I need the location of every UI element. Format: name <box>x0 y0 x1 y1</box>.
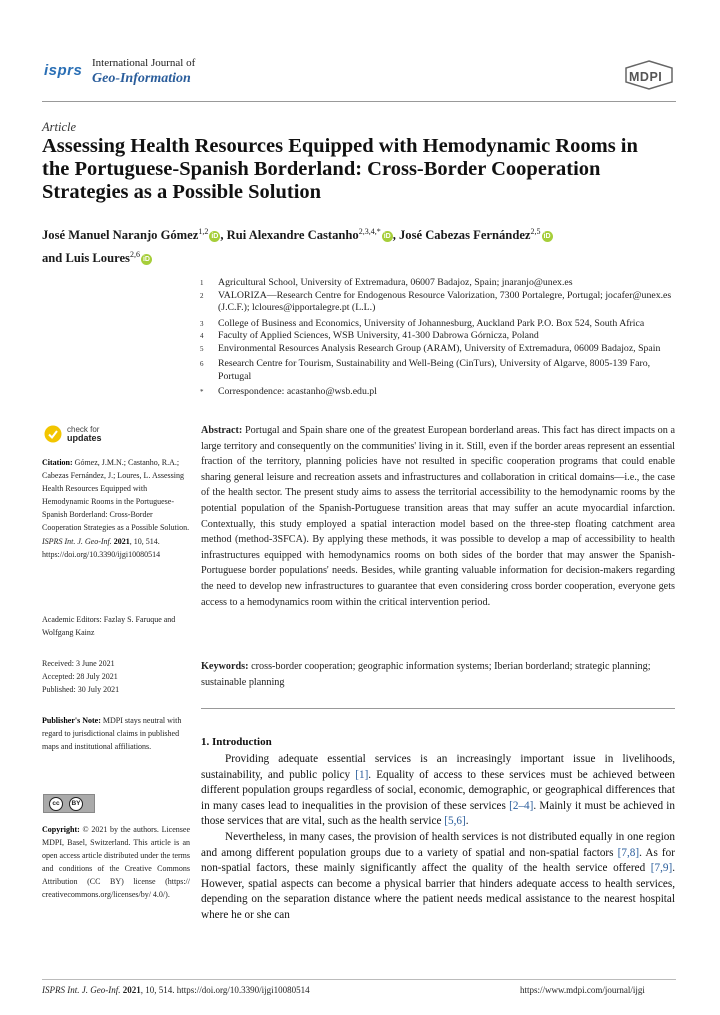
citation-block <box>42 456 190 561</box>
publication-dates <box>42 657 190 696</box>
author-name: José Cabezas Fernández <box>398 228 531 243</box>
check-updates-line1: check for <box>67 425 100 434</box>
cc-by-license-badge[interactable] <box>43 794 95 813</box>
cc-icon: cc <box>49 797 63 811</box>
by-icon: BY <box>69 797 83 811</box>
affiliation-number: 1 <box>200 279 204 287</box>
affiliation-text: Environmental Resources Analysis Research Group (ARAM), University of Extremadura, 06009 Badajoz, Spain <box>218 342 661 354</box>
affiliation-number: 2 <box>200 291 204 300</box>
body-text: Providing adequate essential services is an increasingly important issue in livelihoods, sustainability, and public policy <box>201 753 675 781</box>
footer-year: 2021 <box>122 985 141 995</box>
affiliation-item <box>200 330 680 343</box>
affiliation-number: 4 <box>200 332 204 340</box>
body-text: Nevertheless, in many cases, the provision of health services is not distributed equally in one region and among different population groups due to a variety of spatial and non-spatial factors <box>201 830 675 859</box>
paper-title: Assessing Health Resources Equipped with Hemodynamic Rooms in the Portuguese-Spanish Borderland: Cross-Border Cooperation Strategies as a Possible Solution <box>42 135 638 203</box>
orcid-icon[interactable]: iD <box>543 232 551 240</box>
affiliation-number: * <box>200 388 204 396</box>
citation-link[interactable]: [5,6] <box>444 815 466 828</box>
copyright-label: Copyright: <box>42 825 80 834</box>
affiliation-list <box>200 277 680 399</box>
check-for-updates-button[interactable] <box>44 425 102 443</box>
citation-link[interactable]: [7,8] <box>617 846 640 859</box>
affiliation-number: 3 <box>200 319 204 328</box>
affiliation-item <box>200 343 680 356</box>
affiliation-item <box>200 290 680 315</box>
author-list <box>42 222 642 268</box>
footer-divider <box>42 979 676 980</box>
citation-text: Gómez, J.M.N.; Castanho, R.A.; Cabezas Fernández, J.; Loures, L. Assessing Health Resources Equipped with Hemodynamic Rooms in the Portuguese-Spanish Borderland: Cross-Border Cooperation Strategies as a Possible Solution. <box>42 458 190 533</box>
author-name: and Luis Loures <box>42 251 130 266</box>
affiliation-text: College of Business and Economics, University of Johannesburg, Auckland Park P.O. Box 524, South Africa <box>218 317 645 329</box>
citation-year: 2021 <box>113 536 130 546</box>
author-name: José Manuel Naranjo Gómez <box>42 228 199 243</box>
affiliation-item <box>200 358 680 383</box>
section-divider <box>201 708 675 709</box>
footer-doi[interactable]: , 10, 514. https://doi.org/10.3390/ijgi10080514 <box>140 985 310 995</box>
article-type: Article <box>42 120 77 134</box>
author-affil-marker: 2,3,4,* <box>358 227 381 236</box>
footer-journal-url[interactable]: https://www.mdpi.com/journal/ijgi <box>520 985 645 995</box>
intro-paragraph-2 <box>201 830 675 924</box>
abstract <box>201 423 675 610</box>
affiliation-text: Research Centre for Tourism, Sustainability and Well-Being (CinTurs), University of Algarve, 8005-139 Faro, Portugal <box>218 358 651 382</box>
abstract-text: Portugal and Spain share one of the greatest European borderland areas. This fact has direct impacts on a large territory and consequently on the communities' living in it. Still, even if the border areas represent an essential fraction of the territory, planning policies have not resulted in specific cooperation programs that could enable sharing general leisure and recreation assets and infrastructures and collaboration in critical domains—i.e., the case of the health sector. The present study aims to assess the territorial accessibility to the hemodynamic rooms by the potential population of the Spanish-Portuguese transition areas that may suffer an acute myocardial infarction. Contextually, this study employed a spatial interaction model based on the three-step floating catchment area method (method-3SFCA). By applying these methods, it was possible to develop a map of accessibility to health infrastructures equipped with hemodynamics rooms on both sides of the border that may answer the Spanish-Portuguese border populations' needs. Besides, while granting valuable information for decision-makers regarding the need to develop new infrastructures to guarantee that even considering cross border cooperation, everyone gets access to a hemodynamics room within the critical intervention period. <box>201 425 676 608</box>
orcid-icon[interactable]: iD <box>142 255 150 263</box>
check-updates-text <box>67 425 102 443</box>
citation-journal: ISPRS Int. J. Geo-Inf. <box>42 536 112 546</box>
affiliation-text: Faculty of Applied Sciences, WSB University, 41-300 Dabrowa Górnicza, Poland <box>218 330 539 341</box>
affiliation-number: 5 <box>200 344 204 353</box>
copyright-block <box>42 823 190 902</box>
body-text: . As for non-spatial factors, these mainly significantly affect the quality of the health service offered <box>201 846 675 875</box>
orcid-icon[interactable]: iD <box>383 232 391 240</box>
publisher-note <box>42 714 190 753</box>
footer-journal: ISPRS Int. J. Geo-Inf. <box>42 985 121 995</box>
accepted-date: Accepted: 28 July 2021 <box>42 672 118 682</box>
keywords <box>201 659 675 690</box>
mdpi-logo-text: MDPI <box>629 70 663 84</box>
body-text: . However, spatial aspects can become a physical barrier that hinders adequate access to health services, depending on the separation distance where the patient needs medical assistance to the nearest hospital where he or she can <box>201 862 675 921</box>
body-text: . Equality of access to these services must be achieved between different population groups regardless of social, economic, demographic, or geographical differences that in many cases lead to inequalities in the provision of these services <box>201 768 676 812</box>
author-affil-marker: 1,2 <box>198 227 209 236</box>
published-date: Published: 30 July 2021 <box>42 685 120 695</box>
body-text: . <box>465 815 469 828</box>
publisher-note-text: MDPI stays neutral with regard to jurisdictional claims in published maps and institutional affiliations. <box>42 716 182 752</box>
abstract-label: Abstract: <box>201 425 243 436</box>
affiliation-item <box>200 318 680 331</box>
body-text: . Mainly it must be achieved in those services that are vital, such as the health service <box>201 799 675 828</box>
orcid-icon[interactable]: iD <box>211 232 219 240</box>
footer-citation <box>42 985 310 995</box>
affiliation-text: Correspondence: acastanho@wsb.edu.pl <box>218 386 377 397</box>
citation-link[interactable]: [1] <box>355 768 369 781</box>
citation-link[interactable]: [2–4] <box>509 799 534 812</box>
author-separator: , <box>220 228 227 243</box>
check-updates-line2: updates <box>67 433 102 443</box>
keywords-text: cross-border cooperation; geographic information systems; Iberian borderland; strategic planning; sustainable planning <box>201 661 651 688</box>
section-heading-introduction: 1. Introduction <box>201 736 272 748</box>
affiliation-item <box>200 386 680 399</box>
journal-name-line2: Geo-Information <box>92 71 191 86</box>
journal-name-line1: International Journal of <box>92 57 196 69</box>
publisher-note-label: Publisher's Note: <box>42 716 101 725</box>
copyright-text: © 2021 by the authors. Licensee MDPI, Basel, Switzerland. This article is an open access article distributed under the terms and conditions of the Creative Commons Attribution (CC BY) license (https:// creativecommons.org/licenses/by/ 4.0/). <box>42 825 191 900</box>
academic-editors: Academic Editors: Fazlay S. Faruque and Wolfgang Kainz <box>42 615 176 638</box>
introduction-body <box>201 752 675 924</box>
header-divider <box>42 101 676 102</box>
received-date: Received: 3 June 2021 <box>42 659 115 668</box>
citation-link[interactable]: [7,9] <box>650 862 673 875</box>
affiliation-number: 6 <box>200 360 204 368</box>
author-affil-marker: 2,5 <box>530 227 541 236</box>
citation-label: Citation: <box>42 458 73 467</box>
keywords-label: Keywords: <box>201 661 249 672</box>
affiliation-text: VALORIZA—Research Centre for Endogenous Resource Valorization, 7300 Portalegre, Portugal; jocafer@unex.es (J.C.F.); lcloures@ipportalegre.pt (L.L.) <box>218 289 672 313</box>
author-affil-marker: 2,6 <box>129 250 140 260</box>
affiliation-text: Agricultural School, University of Extremadura, 06007 Badajoz, Spain; jnaranjo@unex.es <box>218 277 573 288</box>
isprs-logo: isprs <box>44 62 83 79</box>
intro-paragraph-1 <box>201 752 675 830</box>
affiliation-item <box>200 277 680 290</box>
author-separator: , <box>392 228 399 243</box>
check-icon <box>44 425 62 443</box>
citation-rest[interactable]: , 10, 514. https://doi.org/10.3390/ijgi10080514 <box>42 536 161 559</box>
author-name: Rui Alexandre Castanho <box>226 228 359 243</box>
